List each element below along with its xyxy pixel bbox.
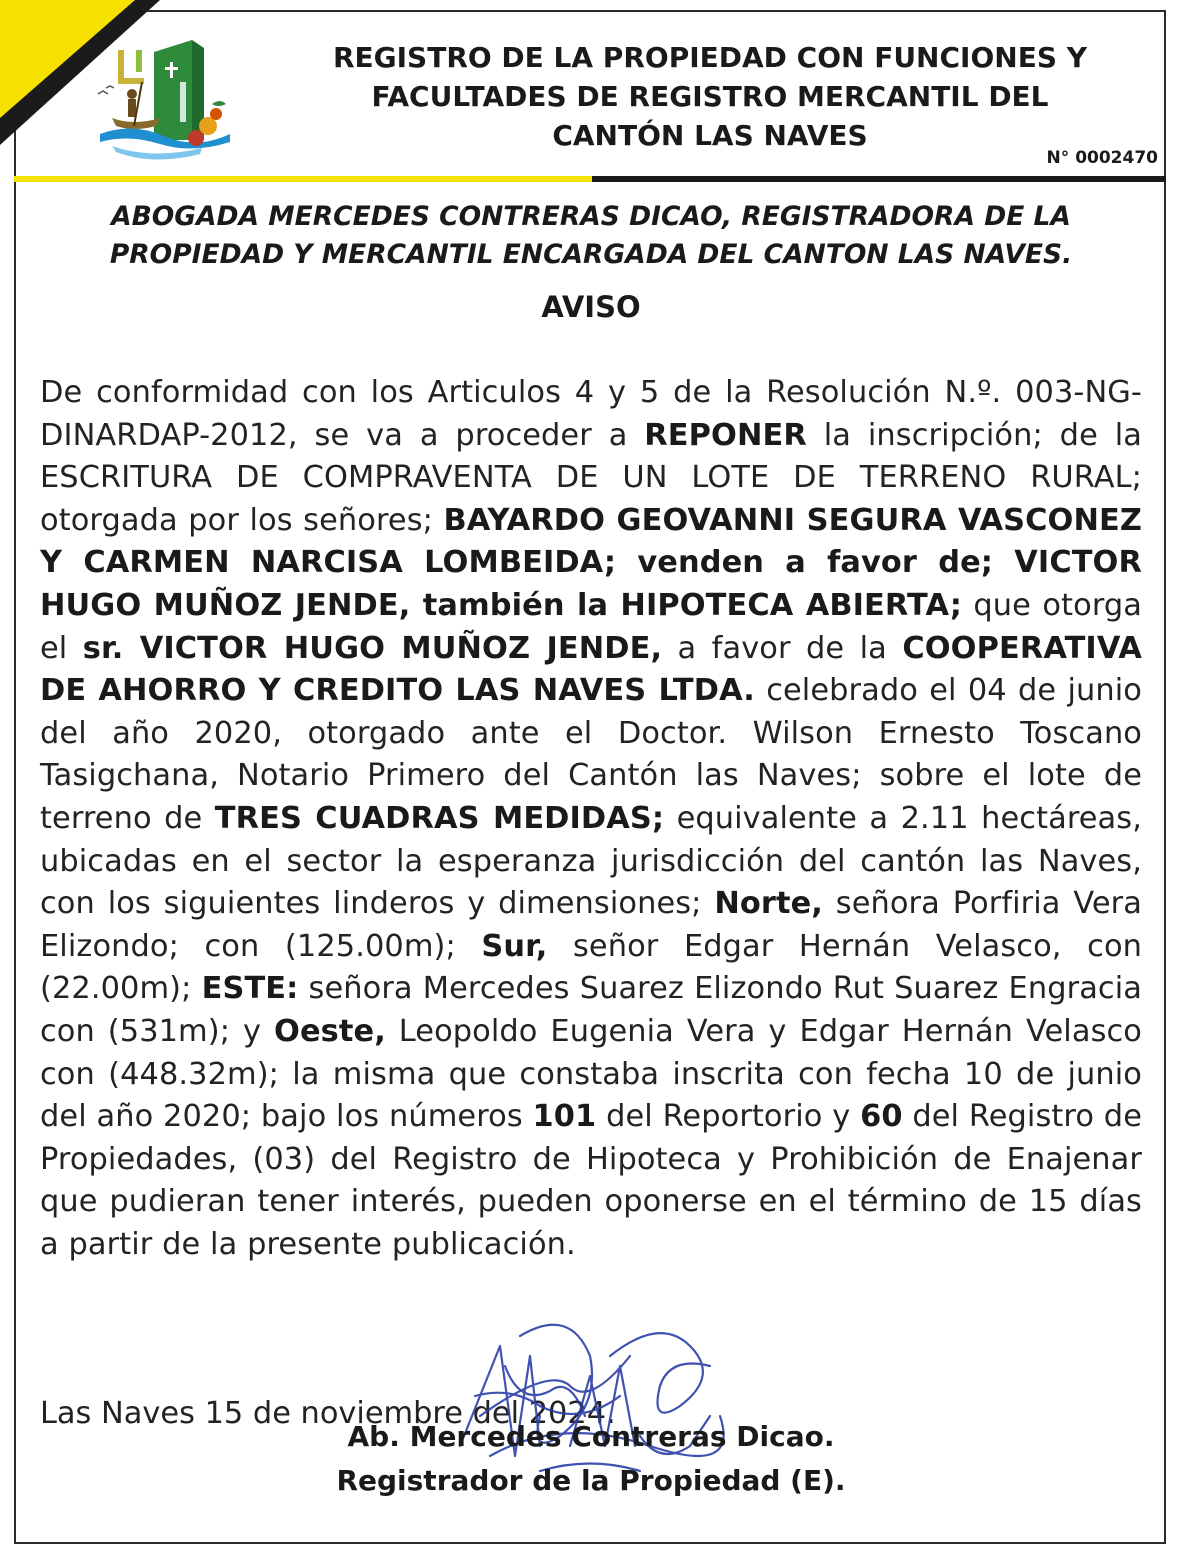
- registrar-header-line: PROPIEDAD Y MERCANTIL ENCARGADA DEL CANTON LAS NAVES.: [109, 239, 1073, 270]
- body-text-segment: que otorga el: [40, 587, 1142, 666]
- body-text-segment: equivalente a 2.11 hectáreas, ubicadas en el sector la esperanza jurisdicción del cantón las Naves, con los siguientes linderos y dimensiones;: [40, 800, 1142, 922]
- signer-role: Registrador de la Propiedad (E).: [336, 1464, 846, 1497]
- registrar-header: [28, 198, 1154, 274]
- body-text-segment: señora Mercedes Suarez Elizondo Rut Suarez Engracia con (531m); y: [40, 971, 1143, 1049]
- body-text-segment: del Registro de Propiedades, (03) del Registro de Hipoteca y Prohibición de Enajenar que pudieran tener interés, pueden oponerse en el término de 15 días a partir de la presente publicación.: [40, 1099, 1142, 1262]
- body-bold-segment: REPONER: [644, 417, 807, 453]
- body-bold-segment: TRES CUADRAS MEDIDAS;: [214, 800, 665, 836]
- header-divider-yellow: [14, 176, 592, 182]
- header-divider-black: [592, 176, 1166, 182]
- body-bold-segment: sr. VICTOR HUGO MUÑOZ JENDE,: [82, 630, 663, 666]
- registry-title: [262, 38, 1158, 155]
- body-bold-segment: Oeste,: [274, 1013, 386, 1049]
- body-text-segment: Leopoldo Eugenia Vera y Edgar Hernán Velasco con (448.32m); la misma que constaba inscrita con fecha 10 de junio del año 2020; bajo los números: [40, 1013, 1143, 1135]
- body-bold-segment: COOPERATIVA DE AHORRO Y CREDITO LAS NAVES LTDA.: [40, 630, 1143, 709]
- document-number: N° 0002470: [1046, 148, 1158, 168]
- body-text-segment: del Reportorio y: [596, 1099, 861, 1135]
- body-text-segment: señora Porfiria Vera Elizondo; con (125.00m);: [40, 886, 1142, 964]
- body-bold-segment: Sur,: [481, 928, 548, 964]
- body-bold-segment: Norte,: [714, 886, 823, 922]
- notice-body: [40, 372, 1142, 1266]
- body-text-segment: celebrado el 04 de junio del año 2020, otorgado ante el Doctor. Wilson Ernesto Toscano Tasigchana, Notario Primero del Cantón las Naves; sobre el lote de terreno de: [40, 673, 1142, 836]
- registry-title-line: REGISTRO DE LA PROPIEDAD CON FUNCIONES Y: [332, 41, 1088, 74]
- body-bold-segment: BAYARDO GEOVANNI SEGURA VASCONEZ Y CARMEN NARCISA LOMBEIDA; venden a favor de; VICTOR HUGO MUÑOZ JENDE, también la HIPOTECA ABIERTA;: [40, 502, 1142, 623]
- notice-title: AVISO: [541, 290, 641, 324]
- notice-date: Las Naves 15 de noviembre del 2024.: [40, 1396, 616, 1431]
- body-text-segment: señor Edgar Hernán Velasco, con (22.00m);: [40, 928, 1142, 1007]
- registry-title-line: FACULTADES DE REGISTRO MERCANTIL DEL: [371, 80, 1049, 113]
- body-bold-segment: 60: [860, 1099, 903, 1135]
- signer-name: Ab. Mercedes Contreras Dicao.: [347, 1420, 835, 1453]
- body-bold-segment: 101: [532, 1099, 597, 1135]
- body-text-segment: la inscripción; de la ESCRITURA DE COMPRAVENTA DE UN LOTE DE TERRENO RURAL; otorgada por los señores;: [40, 417, 1142, 538]
- body-text-segment: a favor de la: [662, 630, 903, 666]
- body-text-segment: De conformidad con los Articulos 4 y 5 de la Resolución N.º. 003-NG- DINARDAP-2012, se va a proceder a: [40, 375, 1142, 453]
- registry-title-line: CANTÓN LAS NAVES: [552, 119, 868, 152]
- body-bold-segment: ESTE:: [201, 971, 299, 1007]
- cantón-logo-icon: [72, 22, 242, 172]
- registrar-header-line: ABOGADA MERCEDES CONTRERAS DICAO, REGISTRADORA DE LA: [111, 201, 1071, 232]
